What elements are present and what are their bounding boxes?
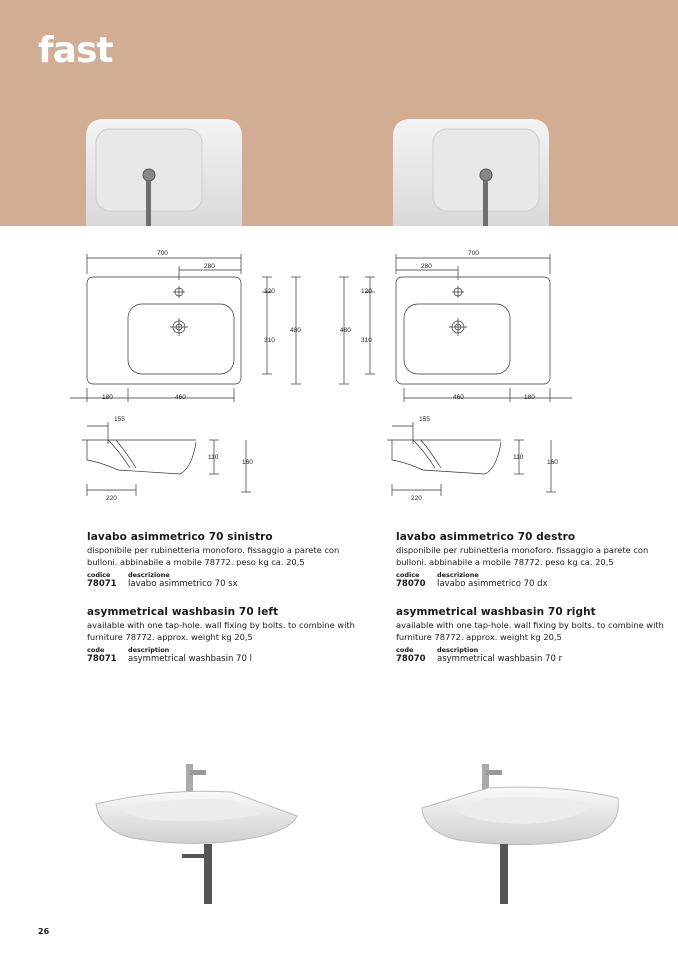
dim-bottom-left: 180 <box>102 394 113 401</box>
dim-bottom-right: 180 <box>524 394 535 401</box>
product-title: lavabo asimmetrico 70 sinistro <box>87 531 273 543</box>
dim-section-bottom: 220 <box>411 495 422 502</box>
basin-top-photo-right <box>393 119 549 226</box>
product-code: 78071 <box>87 579 117 589</box>
dim-bowl-depth: 310 <box>264 337 275 344</box>
product-title: asymmetrical washbasin 70 left <box>87 606 279 618</box>
dim-total-depth: 480 <box>290 327 301 334</box>
basin-photo-left <box>92 758 302 908</box>
product-item: lavabo asimmetrico 70 dx <box>437 579 548 589</box>
product-block-left-en <box>87 606 367 665</box>
product-code: 78071 <box>87 654 117 664</box>
dim-total-depth: 480 <box>340 327 351 334</box>
col-code: code <box>396 646 414 654</box>
col-code: codice <box>396 571 420 579</box>
product-title: lavabo asimmetrico 70 destro <box>396 531 576 543</box>
dim-width: 700 <box>157 250 168 257</box>
product-item: lavabo asimmetrico 70 sx <box>128 579 238 589</box>
dim-section-h2: 160 <box>242 459 253 466</box>
dim-section-h1: 110 <box>513 454 524 461</box>
brand-title: fast <box>38 30 113 71</box>
product-code: 78070 <box>396 579 426 589</box>
product-desc-line2: bulloni. abbinabile a mobile 78772. peso kg ca. 20,5 <box>396 556 614 567</box>
dim-section-h1: 110 <box>208 454 219 461</box>
dim-tap-depth: 120 <box>361 288 372 295</box>
product-desc-line1: available with one tap-hole. wall fixing by bolts. to combine with <box>87 620 355 630</box>
product-desc-line1: disponibile per rubinetteria monoforo. fissaggio a parete con <box>396 545 649 555</box>
technical-drawing-left <box>60 246 330 506</box>
basin-photo-right <box>418 758 628 908</box>
product-block-right-en <box>396 606 676 665</box>
page-number: 26 <box>38 927 50 936</box>
product-desc-line2: bulloni. abbinabile a mobile 78772. peso kg ca. 20,5 <box>87 556 305 567</box>
dim-section-bottom: 220 <box>106 495 117 502</box>
col-desc: description <box>128 646 170 654</box>
dim-tap-offset: 280 <box>421 263 432 270</box>
dim-bowl-depth: 310 <box>361 337 372 344</box>
dim-section-offset: 155 <box>114 416 125 423</box>
product-code: 78070 <box>396 654 426 664</box>
product-desc-line1: available with one tap-hole. wall fixing by bolts. to combine with <box>396 620 664 630</box>
dim-tap-offset: 280 <box>204 263 215 270</box>
col-code: code <box>87 646 105 654</box>
product-item: asymmetrical washbasin 70 r <box>437 654 563 664</box>
dim-tap-depth: 120 <box>264 288 275 295</box>
product-desc-line2: furniture 78772. approx. weight kg 20,5 <box>87 631 253 642</box>
col-desc: descrizione <box>437 571 479 579</box>
technical-drawing-right <box>332 246 602 506</box>
product-item: asymmetrical washbasin 70 l <box>128 654 252 664</box>
col-desc: description <box>437 646 479 654</box>
product-desc-line2: furniture 78772. approx. weight kg 20,5 <box>396 631 562 642</box>
product-block-left-it <box>87 531 367 590</box>
dim-bowl-width: 460 <box>175 394 186 401</box>
dim-bowl-width: 460 <box>453 394 464 401</box>
col-code: codice <box>87 571 111 579</box>
dim-section-offset: 155 <box>419 416 430 423</box>
product-block-right-it <box>396 531 676 590</box>
product-title: asymmetrical washbasin 70 right <box>396 606 596 618</box>
col-desc: descrizione <box>128 571 170 579</box>
basin-top-photo-left <box>86 119 242 226</box>
dim-section-h2: 160 <box>547 459 558 466</box>
product-desc-line1: disponibile per rubinetteria monoforo. fissaggio a parete con <box>87 545 340 555</box>
dim-width: 700 <box>468 250 479 257</box>
